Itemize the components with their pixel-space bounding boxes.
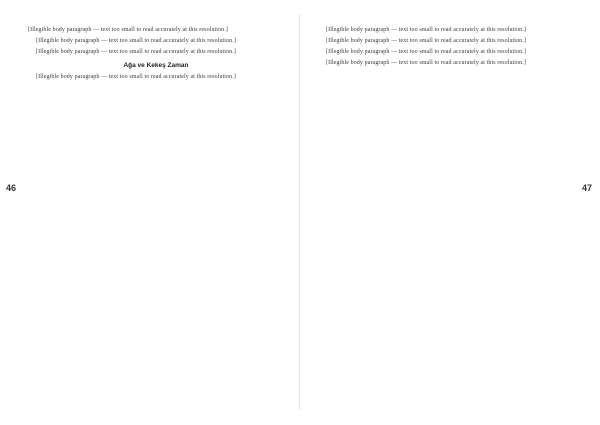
section-heading: Ağa ve Kekeş Zaman (123, 62, 189, 69)
left-page (28, 26, 284, 398)
body-paragraph: [Illegible body paragraph — text too small to read accurately at this resolution.] (28, 27, 228, 33)
page-number-left: 46 (6, 183, 17, 193)
body-paragraph: [Illegible body paragraph — text too small to read accurately at this resolution.] (326, 49, 526, 55)
body-paragraph: [Illegible body paragraph — text too small to read accurately at this resolution.] (326, 27, 526, 33)
right-page (318, 26, 574, 398)
body-paragraph: [Illegible body paragraph — text too small to read accurately at this resolution.] (326, 38, 526, 44)
body-paragraph: [Illegible body paragraph — text too small to read accurately at this resolution.] (36, 38, 236, 44)
body-paragraph: [Illegible body paragraph — text too small to read accurately at this resolution.] (36, 74, 236, 80)
body-paragraph: [Illegible body paragraph — text too small to read accurately at this resolution.] (36, 49, 236, 55)
page-number-right: 47 (582, 183, 593, 193)
body-paragraph: [Illegible body paragraph — text too small to read accurately at this resolution.] (326, 60, 526, 66)
page-gutter (299, 14, 300, 410)
